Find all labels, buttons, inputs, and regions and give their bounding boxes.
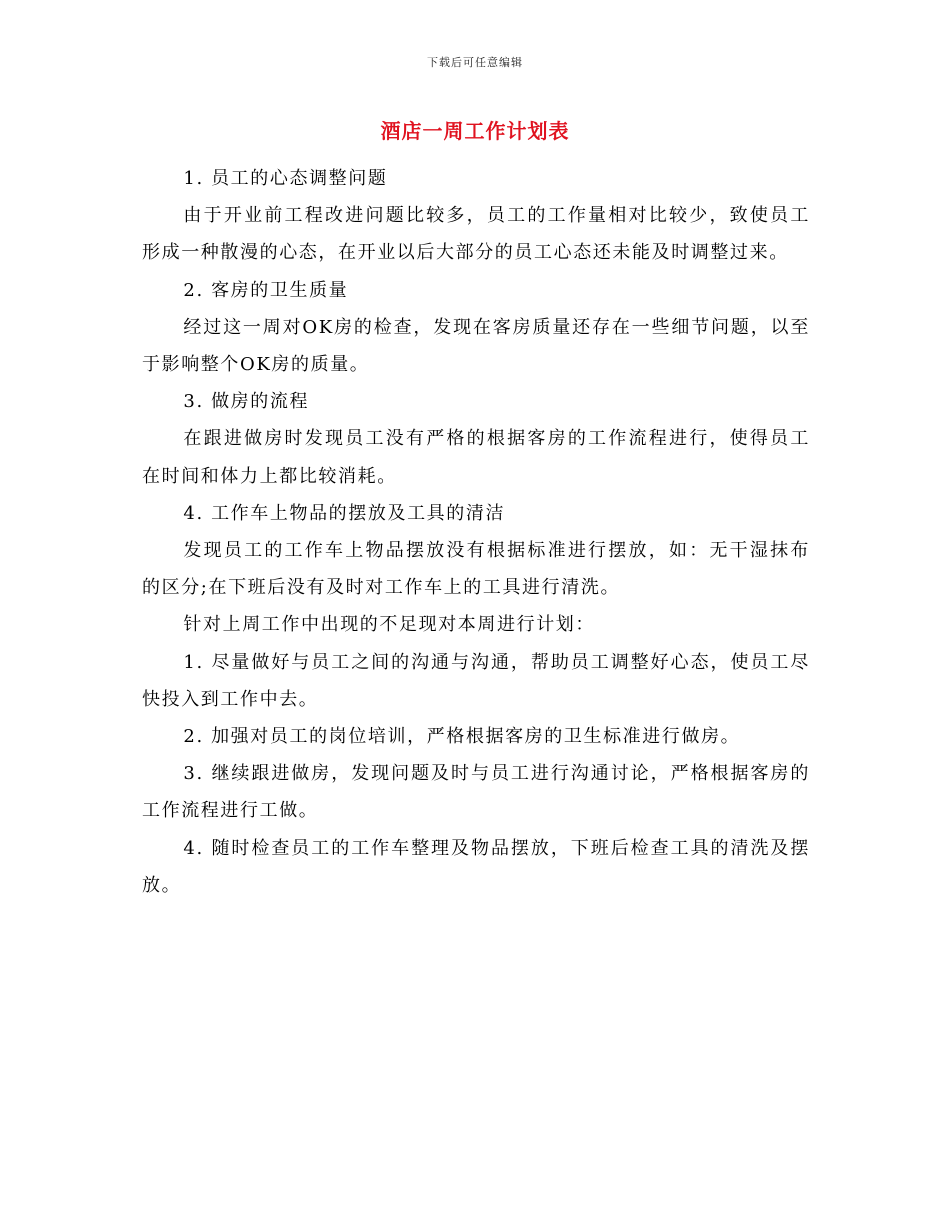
document-body <box>142 160 810 904</box>
page-header: 下载后可任意编辑 <box>427 56 523 69</box>
section-heading-mindset: 1. 员工的心态调整问题 <box>183 168 388 189</box>
section-heading-room-process: 3. 做房的流程 <box>183 391 310 413</box>
paragraph: 在跟进做房时发现员工没有严格的根据客房的工作流程进行，使得员工在时间和体力上都比较消耗。 <box>142 428 810 487</box>
plan-item: 3. 继续跟进做房，发现问题及时与员工进行沟通讨论，严格根据客房的工作流程进行工做。 <box>142 763 810 822</box>
paragraph: 经过这一周对OK房的检查，发现在客房质量还存在一些细节问题，以至于影响整个OK房的质量。 <box>142 316 810 376</box>
section-heading-cart-tools: 4. 工作车上物品的摆放及工具的清洁 <box>183 502 506 524</box>
plan-item: 4. 随时检查员工的工作车整理及物品摆放，下班后检查工具的清洗及摆放。 <box>142 837 810 896</box>
section-heading-room-hygiene: 2. 客房的卫生质量 <box>183 279 349 301</box>
document-title: 酒店一周工作计划表 <box>380 119 570 143</box>
plan-item: 1. 尽量做好与员工之间的沟通与沟通，帮助员工调整好心态，使员工尽快投入到工作中去。 <box>142 651 810 710</box>
paragraph: 发现员工的工作车上物品摆放没有根据标准进行摆放，如：无干湿抹布的区分;在下班后没有及时对工作车上的工具进行清洗。 <box>142 540 810 599</box>
plan-intro: 针对上周工作中出现的不足现对本周进行计划： <box>183 614 595 636</box>
paragraph: 由于开业前工程改进问题比较多，员工的工作量相对比较少，致使员工形成一种散漫的心态，在开业以后大部分的员工心态还未能及时调整过来。 <box>142 205 810 264</box>
plan-item: 2. 加强对员工的岗位培训，严格根据客房的卫生标准进行做房。 <box>183 726 741 748</box>
